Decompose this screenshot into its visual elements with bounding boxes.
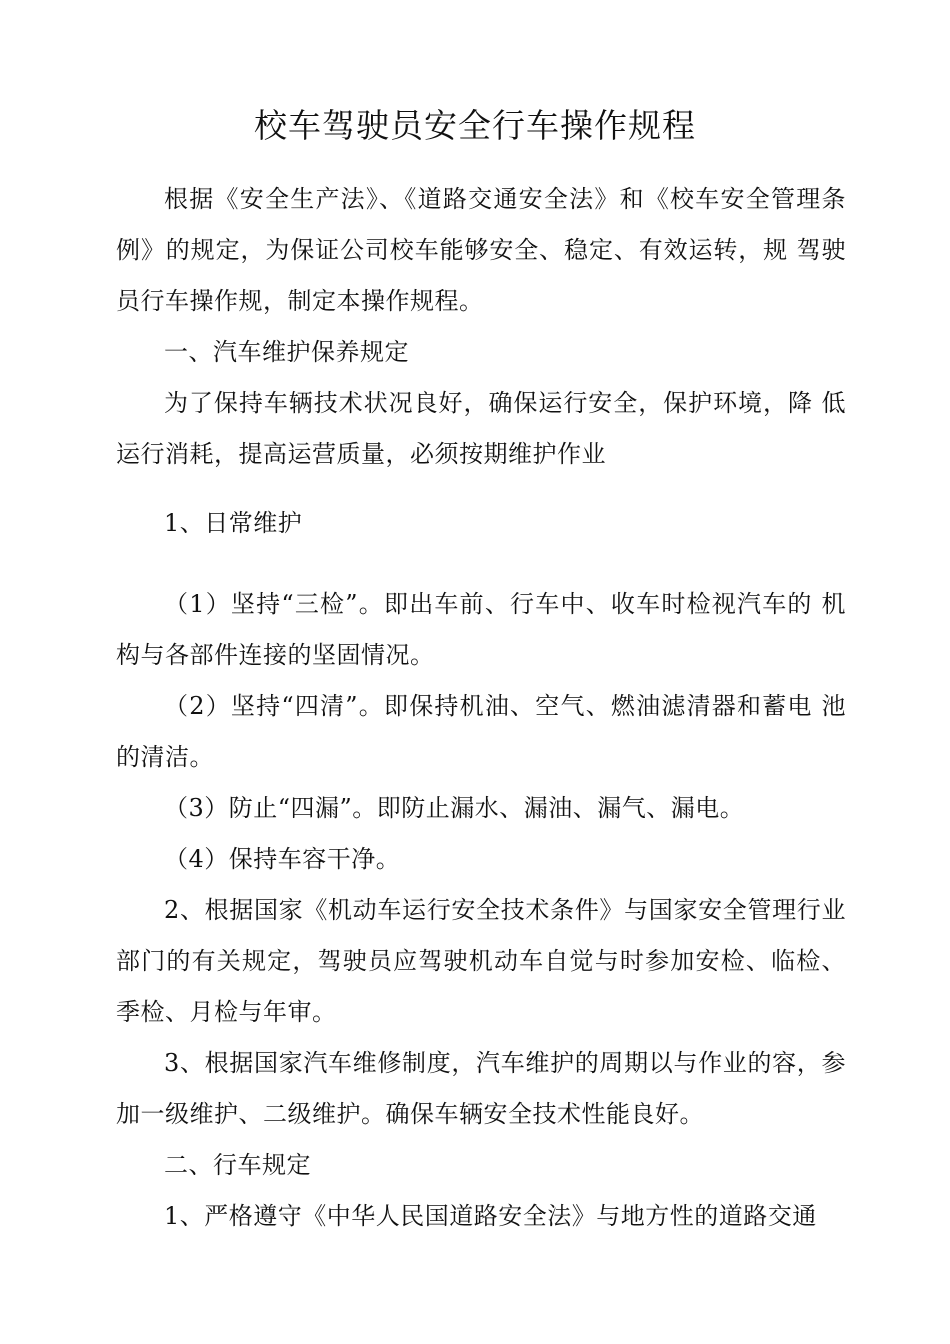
subheading-daily-maintenance: 1、日常维护 <box>164 509 303 537</box>
paragraph-intro: 根据《安全生产法》、《道路交通安全法》和《校车安全管理条例》的规定，为保证公司校车能够安全、稳定、有效运转，规 驾驶员行车操作规，制定本操作规程。 <box>116 185 846 315</box>
paragraph-three-checks: （1）坚持“三检”。即出车前、行车中、收车时检视汽车的 机构与各部件连接的坚固情况。 <box>116 590 846 669</box>
document-title: 校车驾驶员安全行车操作规程 <box>254 106 696 145</box>
paragraph-four-cleans: （2）坚持“四清”。即保持机油、空气、燃油滤清器和蓄电 池的清洁。 <box>116 692 846 771</box>
section-heading-driving-rules: 二、行车规定 <box>164 1151 311 1179</box>
paragraph-maintenance-levels: 3、根据国家汽车维修制度，汽车维护的周期以与作业的容，参加一级维护、二级维护。确保车辆安全技术性能良好。 <box>116 1049 846 1128</box>
paragraph-four-leaks: （3）防止“四漏”。即防止漏水、漏油、漏气、漏电。 <box>164 794 745 822</box>
paragraph-traffic-law: 1、严格遵守《中华人民国道路安全法》与地方性的道路交通 <box>164 1202 817 1230</box>
paragraph-maintenance-purpose: 为了保持车辆技术状况良好，确保运行安全，保护环境，降 低运行消耗，提高运营质量，必须按期维护作业 <box>116 389 846 468</box>
document-body <box>116 174 846 1242</box>
section-heading-maintenance: 一、汽车维护保养规定 <box>164 338 409 366</box>
paragraph-inspections: 2、根据国家《机动车运行安全技术条件》与国家安全管理行业部门的有关规定，驾驶员应驾驶机动车自觉与时参加安检、临检、季检、月检与年审。 <box>116 896 846 1026</box>
paragraph-clean-vehicle: （4）保持车容干净。 <box>164 845 401 873</box>
